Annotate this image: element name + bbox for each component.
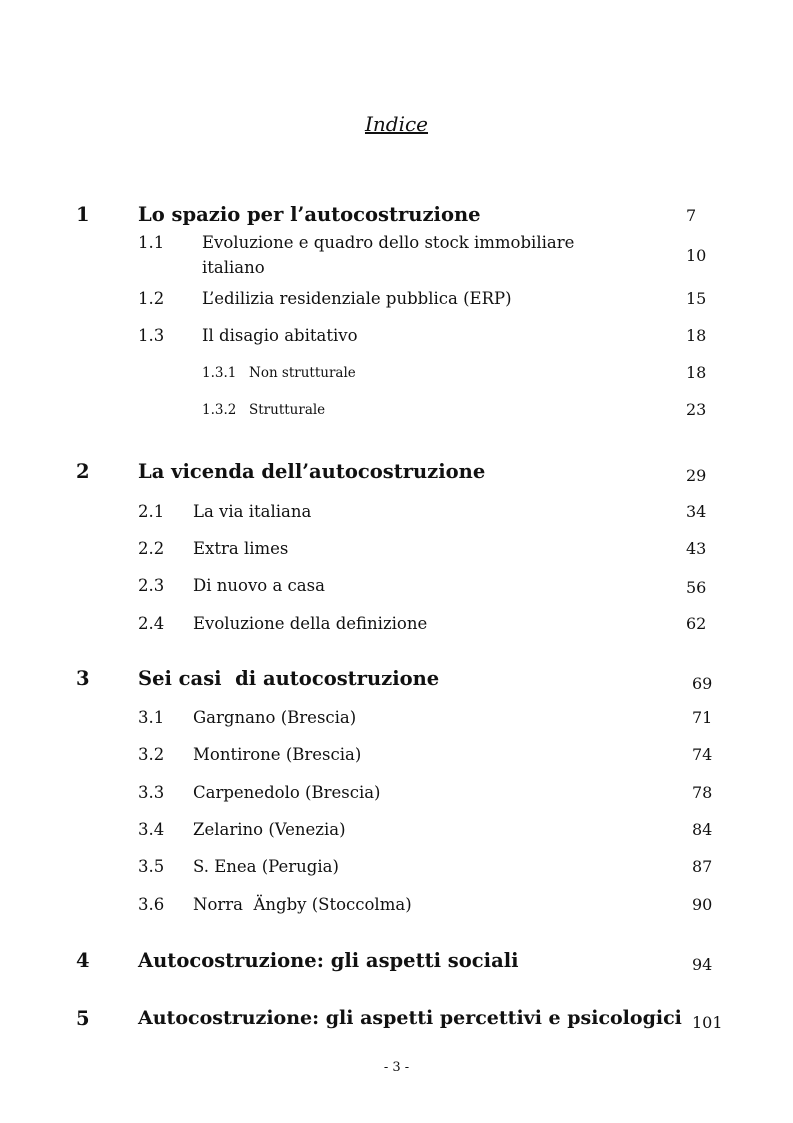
chapter-number: 3: [76, 667, 90, 690]
section-number: 2.4: [138, 614, 165, 633]
chapter-number: 2: [76, 460, 90, 483]
section-number: 2.1: [138, 502, 165, 521]
section-title: Di nuovo a casa: [193, 576, 325, 595]
chapter-number: 1: [76, 203, 90, 226]
section-title: S. Enea (Perugia): [193, 857, 339, 876]
section-title: Extra limes: [193, 539, 289, 558]
chapter-title: Autocostruzione: gli aspetti percettivi e psicologici: [138, 1007, 682, 1029]
subsection-title: Non strutturale: [249, 365, 356, 381]
section-page: 62: [686, 614, 707, 633]
section-title: Il disagio abitativo: [202, 326, 358, 345]
chapter-page: 7: [686, 206, 697, 225]
chapter-page: 101: [692, 1013, 723, 1032]
section-number: 3.3: [138, 783, 165, 802]
chapter-page: 69: [692, 674, 713, 693]
subsection-title: Strutturale: [249, 402, 326, 418]
section-page: 84: [692, 820, 713, 839]
section-title: Montirone (Brescia): [193, 745, 362, 764]
section-page: 90: [692, 895, 713, 914]
section-page: 10: [686, 246, 707, 265]
section-title: La via italiana: [193, 502, 312, 521]
section-number: 2.2: [138, 539, 165, 558]
section-number: 1.3: [138, 326, 165, 345]
section-title: Gargnano (Brescia): [193, 708, 357, 727]
section-page: 78: [692, 783, 713, 802]
subsection-page: 23: [686, 400, 707, 419]
section-number: 1.2: [138, 289, 165, 308]
section-title: Norra Ängby (Stoccolma): [193, 895, 412, 914]
section-number: 3.1: [138, 708, 165, 727]
subsection-page: 18: [686, 363, 707, 382]
section-title: Carpenedolo (Brescia): [193, 783, 381, 802]
section-number: 3.4: [138, 820, 165, 839]
section-title: L’edilizia residenziale pubblica (ERP): [202, 289, 512, 308]
section-page: 43: [686, 539, 707, 558]
section-number: 3.5: [138, 857, 165, 876]
section-number: 1.1: [138, 233, 165, 252]
section-number: 3.2: [138, 745, 165, 764]
chapter-number: 4: [76, 949, 90, 972]
chapter-title: La vicenda dell’autocostruzione: [138, 460, 486, 483]
section-number: 2.3: [138, 576, 165, 595]
section-title: Zelarino (Venezia): [193, 820, 346, 839]
section-page: 56: [686, 578, 707, 597]
subsection-number: 1.3.1: [202, 365, 237, 381]
chapter-page: 29: [686, 466, 707, 485]
section-page: 71: [692, 708, 713, 727]
section-title: Evoluzione e quadro dello stock immobiliare: [202, 233, 575, 252]
section-number: 3.6: [138, 895, 165, 914]
chapter-title: Lo spazio per l’autocostruzione: [138, 203, 481, 226]
chapter-title: Sei casi di autocostruzione: [138, 667, 440, 690]
section-title-continued: italiano: [202, 258, 265, 277]
section-page: 34: [686, 502, 707, 521]
section-page: 74: [692, 745, 713, 764]
section-page: 87: [692, 857, 713, 876]
section-page: 15: [686, 289, 707, 308]
chapter-page: 94: [692, 955, 713, 974]
page-title: Indice: [364, 112, 429, 136]
subsection-number: 1.3.2: [202, 402, 237, 418]
section-title: Evoluzione della definizione: [193, 614, 428, 633]
page-number-footer: - 3 -: [383, 1060, 410, 1075]
chapter-title: Autocostruzione: gli aspetti sociali: [138, 949, 519, 972]
section-page: 18: [686, 326, 707, 345]
chapter-number: 5: [76, 1007, 90, 1030]
